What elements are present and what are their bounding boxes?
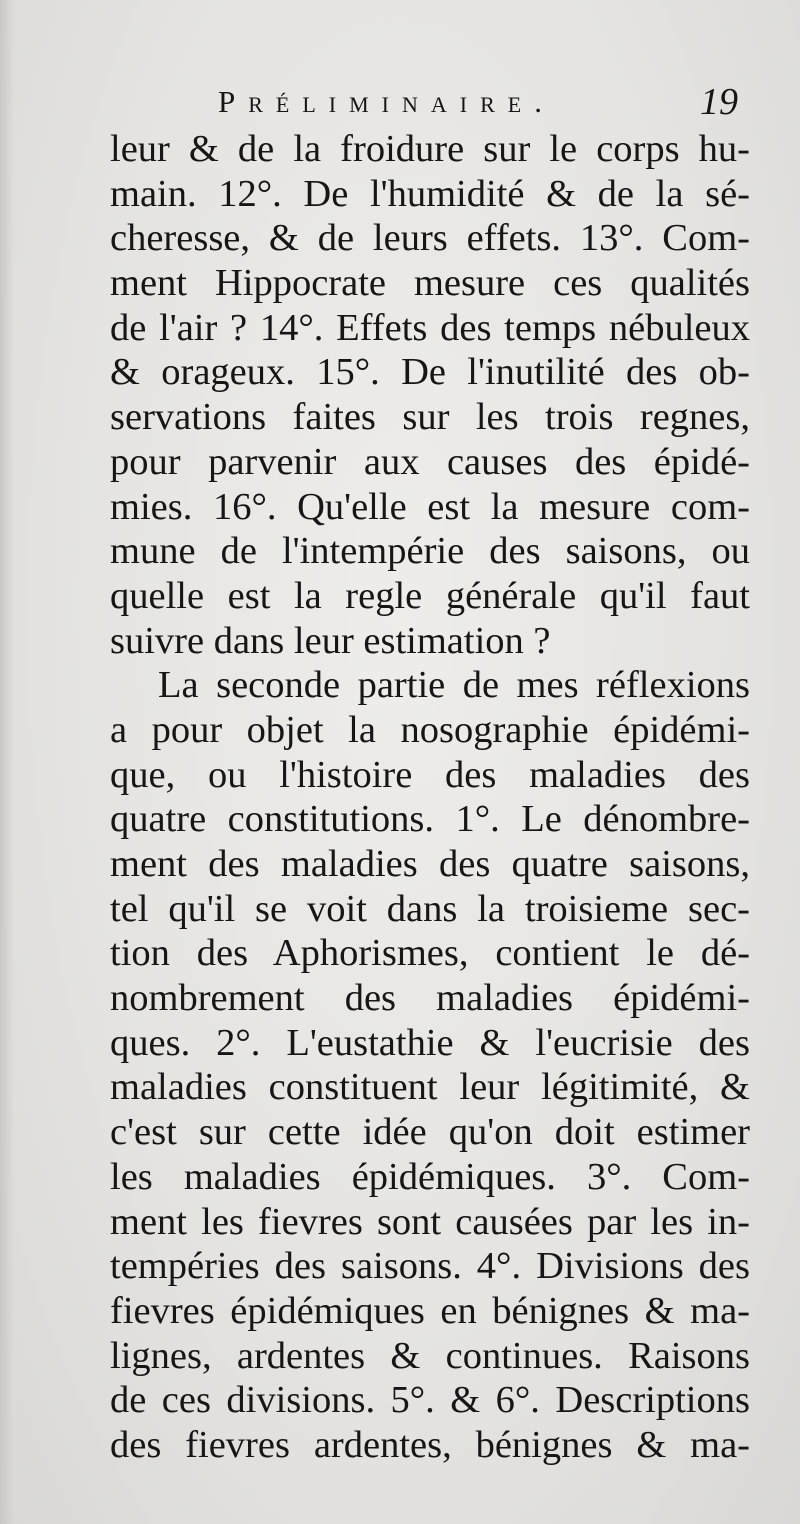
text-line: les maladies épidémiques. 3°. Com- bbox=[110, 1155, 750, 1198]
text-line: tion des Aphorismes, contient le dé- bbox=[110, 932, 750, 975]
text-line: ment les fievres sont causées par les in- bbox=[110, 1200, 750, 1243]
text-line: servations faites sur les trois regnes, bbox=[110, 396, 750, 439]
text-line: que, ou l'histoire des maladies des bbox=[110, 753, 750, 796]
text-line: a pour objet la nosographie épidémi- bbox=[110, 708, 750, 751]
text-line: tempéries des saisons. 4°. Divisions des bbox=[110, 1245, 750, 1288]
body-text bbox=[110, 127, 750, 1468]
text-line: maladies constituent leur légitimité, & bbox=[110, 1066, 750, 1109]
text-line: quatre constitutions. 1°. Le dénombre- bbox=[110, 798, 750, 841]
text-line: lignes, ardentes & continues. Raisons bbox=[110, 1334, 750, 1377]
page-header bbox=[218, 82, 738, 122]
text-line: quelle est la regle générale qu'il faut bbox=[110, 574, 750, 617]
text-line: c'est sur cette idée qu'on doit estimer bbox=[110, 1111, 750, 1154]
text-line: mune de l'intempérie des saisons, ou bbox=[110, 530, 750, 573]
text-line: main. 12°. De l'humidité & de la sé- bbox=[110, 172, 750, 215]
text-line: & orageux. 15°. De l'inutilité des ob- bbox=[110, 351, 750, 394]
text-line: de ces divisions. 5°. & 6°. Descriptions bbox=[110, 1379, 750, 1422]
text-line: de l'air ? 14°. Effets des temps nébuleux bbox=[110, 306, 750, 349]
text-line: ment des maladies des quatre saisons, bbox=[110, 843, 750, 885]
text-line: fievres épidémiques en bénignes & ma- bbox=[110, 1289, 750, 1332]
text-line: mies. 16°. Qu'elle est la mesure com- bbox=[110, 485, 750, 528]
running-head: Préliminaire. bbox=[218, 84, 555, 119]
text-line: leur & de la froidure sur le corps hu- bbox=[110, 128, 750, 170]
page-number: 19 bbox=[700, 81, 738, 123]
text-line: ques. 2°. L'eustathie & l'eucrisie des bbox=[110, 1021, 750, 1064]
text-line: pour parvenir aux causes des épidé- bbox=[110, 440, 750, 483]
text-line: des fievres ardentes, bénignes & ma- bbox=[110, 1423, 750, 1466]
text-line: cheresse, & de leurs effets. 13°. Com- bbox=[110, 217, 750, 260]
text-line: suivre dans leur estimation ? bbox=[110, 619, 551, 662]
text-line: La seconde partie de mes réflexions bbox=[158, 664, 750, 707]
text-line: tel qu'il se voit dans la troisieme sec- bbox=[110, 887, 750, 930]
page-gutter-shadow bbox=[0, 0, 14, 1524]
text-line: ment Hippocrate mesure ces qualités bbox=[110, 262, 750, 305]
text-line: nombrement des maladies épidémi- bbox=[110, 977, 750, 1020]
